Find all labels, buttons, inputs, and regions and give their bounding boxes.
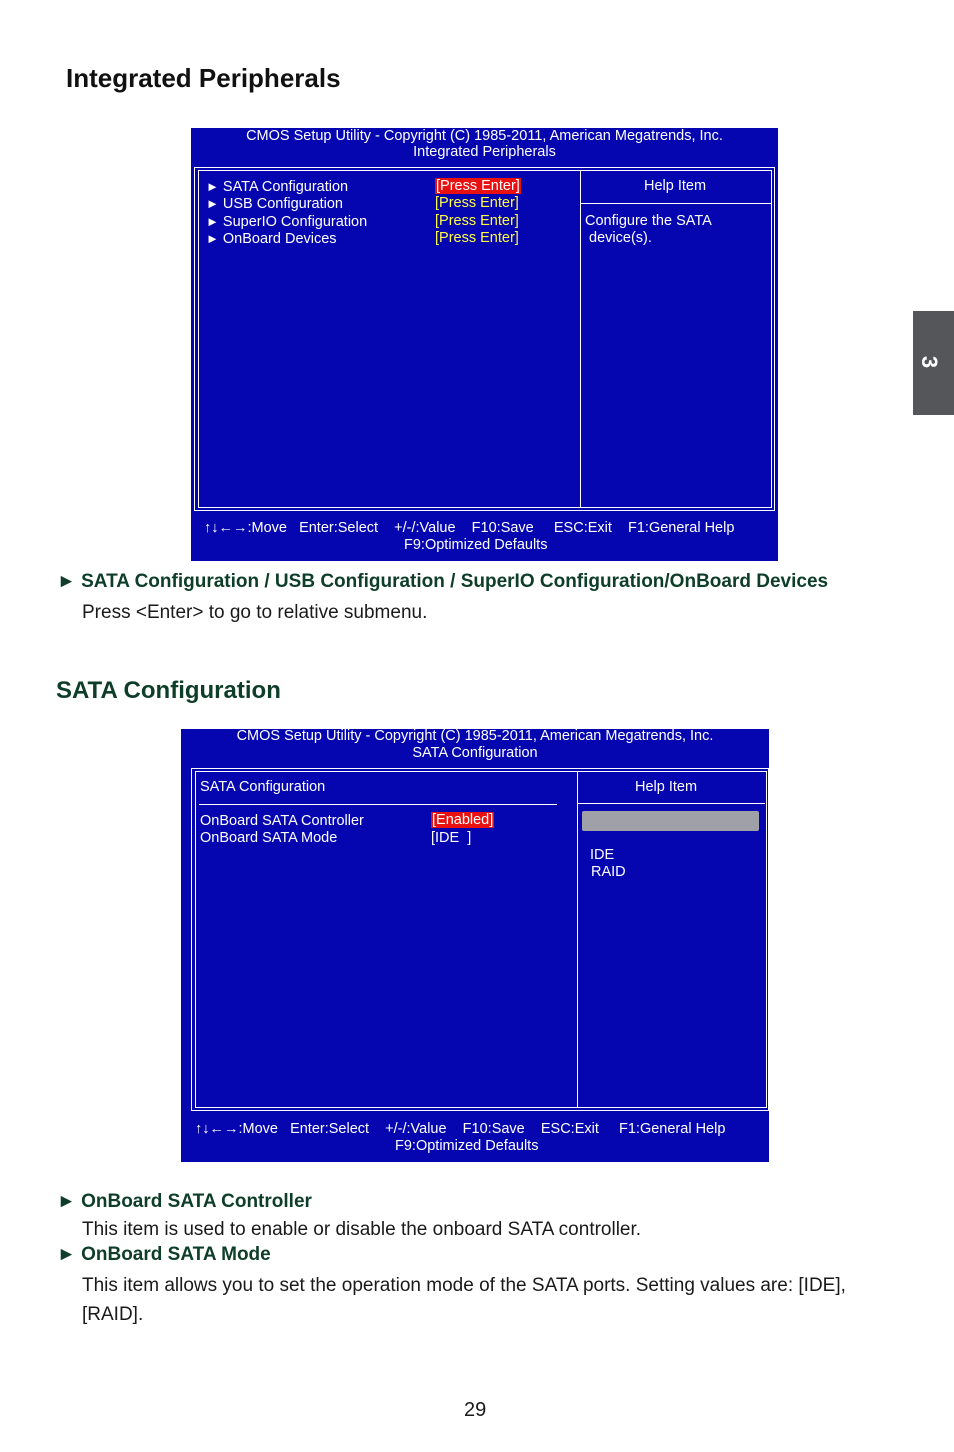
help-item-title: Help Item	[635, 779, 698, 795]
page-title: Integrated Peripherals	[66, 63, 341, 93]
menu-item-value[interactable]: [Press Enter]	[435, 195, 519, 211]
menu-item-value[interactable]: [Press Enter]	[435, 230, 519, 246]
menu-item-usb-configuration[interactable]	[206, 195, 343, 213]
bios-footer-keys: ↑↓←→:Move Enter:Select +/-/:Value F10:Save ESC:Exit F1:General Help	[204, 520, 735, 536]
section-title-sata-configuration: SATA Configuration	[56, 677, 281, 704]
help-text-line2: device(s).	[585, 230, 652, 246]
menu-item-value[interactable]: [Press Enter]	[435, 213, 519, 229]
section-heading-onboard-sata-mode	[57, 1244, 271, 1266]
bios-header-title: SATA Configuration	[412, 745, 538, 761]
page-number: 29	[464, 1399, 487, 1421]
bios-screen-integrated-peripherals	[191, 128, 778, 561]
triangle-right-icon: ►	[206, 179, 219, 194]
menu-item-label: SuperIO Configuration	[222, 214, 368, 230]
bios-panel-divider	[577, 771, 578, 1108]
bios-footer-defaults: F9:Optimized Defaults	[395, 1138, 539, 1154]
press-enter-value: [Press Enter]	[436, 178, 520, 194]
option-ide[interactable]: IDE	[590, 847, 615, 863]
triangle-right-icon: ►	[206, 214, 219, 229]
menu-item-onboard-devices[interactable]	[206, 230, 337, 248]
section-text-submenus: Press <Enter> to go to relative submenu.	[82, 602, 428, 623]
triangle-right-icon: ►	[57, 1244, 76, 1265]
help-title-divider	[577, 803, 765, 804]
menu-item-onboard-sata-controller[interactable]: OnBoard SATA Controller	[200, 813, 364, 829]
menu-item-label: SATA Configuration	[222, 179, 349, 195]
menu-item-onboard-sata-mode[interactable]: OnBoard SATA Mode	[200, 830, 338, 846]
bios-header-copyright: CMOS Setup Utility - Copyright (C) 1985-2011, American Megatrends, Inc.	[246, 128, 723, 144]
menu-item-sata-configuration[interactable]	[206, 178, 348, 196]
bios-header-title: Integrated Peripherals	[413, 144, 556, 160]
triangle-right-icon: ►	[57, 571, 76, 592]
triangle-right-icon: ►	[206, 231, 219, 246]
menu-item-label: OnBoard Devices	[222, 231, 337, 247]
section-text-onboard-sata-controller: This item is used to enable or disable the onboard SATA controller.	[82, 1219, 642, 1240]
bios-screen-sata-configuration	[181, 729, 769, 1162]
section-text-onboard-sata-mode-line2: [RAID].	[82, 1304, 144, 1325]
menu-item-value-selected[interactable]	[431, 812, 494, 829]
triangle-right-icon: ►	[57, 1191, 76, 1212]
triangle-right-icon: ►	[206, 196, 219, 211]
help-text-line1: Configure the SATA	[585, 213, 712, 229]
option-raid[interactable]: RAID	[591, 864, 626, 880]
section-heading-text: OnBoard SATA Controller	[81, 1191, 312, 1212]
panel-title-divider	[199, 804, 557, 805]
section-heading-text: SATA Configuration / USB Configuration / SuperIO Configuration/OnBoard Devices	[81, 571, 829, 592]
menu-item-label: USB Configuration	[222, 196, 343, 212]
bios-footer-keys: ↑↓←→:Move Enter:Select +/-/:Value F10:Save ESC:Exit F1:General Help	[195, 1121, 726, 1137]
chapter-tab-label: 3	[917, 355, 943, 369]
help-item-title: Help Item	[644, 178, 707, 194]
menu-item-superio-configuration[interactable]	[206, 213, 367, 231]
enabled-value: [Enabled]	[432, 812, 494, 828]
section-heading-onboard-sata-controller	[57, 1191, 312, 1213]
bios-footer-defaults: F9:Optimized Defaults	[404, 537, 548, 553]
bios-header-copyright: CMOS Setup Utility - Copyright (C) 1985-2011, American Megatrends, Inc.	[236, 728, 714, 744]
chapter-tab	[913, 311, 954, 415]
menu-item-value-selected[interactable]	[435, 178, 521, 195]
section-heading-text: OnBoard SATA Mode	[81, 1244, 271, 1265]
menu-item-value[interactable]: [IDE ]	[431, 830, 472, 846]
section-heading-submenus	[57, 571, 828, 593]
section-text-onboard-sata-mode-line1: This item allows you to set the operation mode of the SATA ports. Setting values are: [IDE],	[82, 1275, 846, 1296]
bios-panel-divider	[580, 170, 581, 508]
option-popup-bar	[582, 811, 759, 831]
help-title-divider	[580, 203, 771, 204]
panel-title: SATA Configuration	[200, 779, 326, 795]
